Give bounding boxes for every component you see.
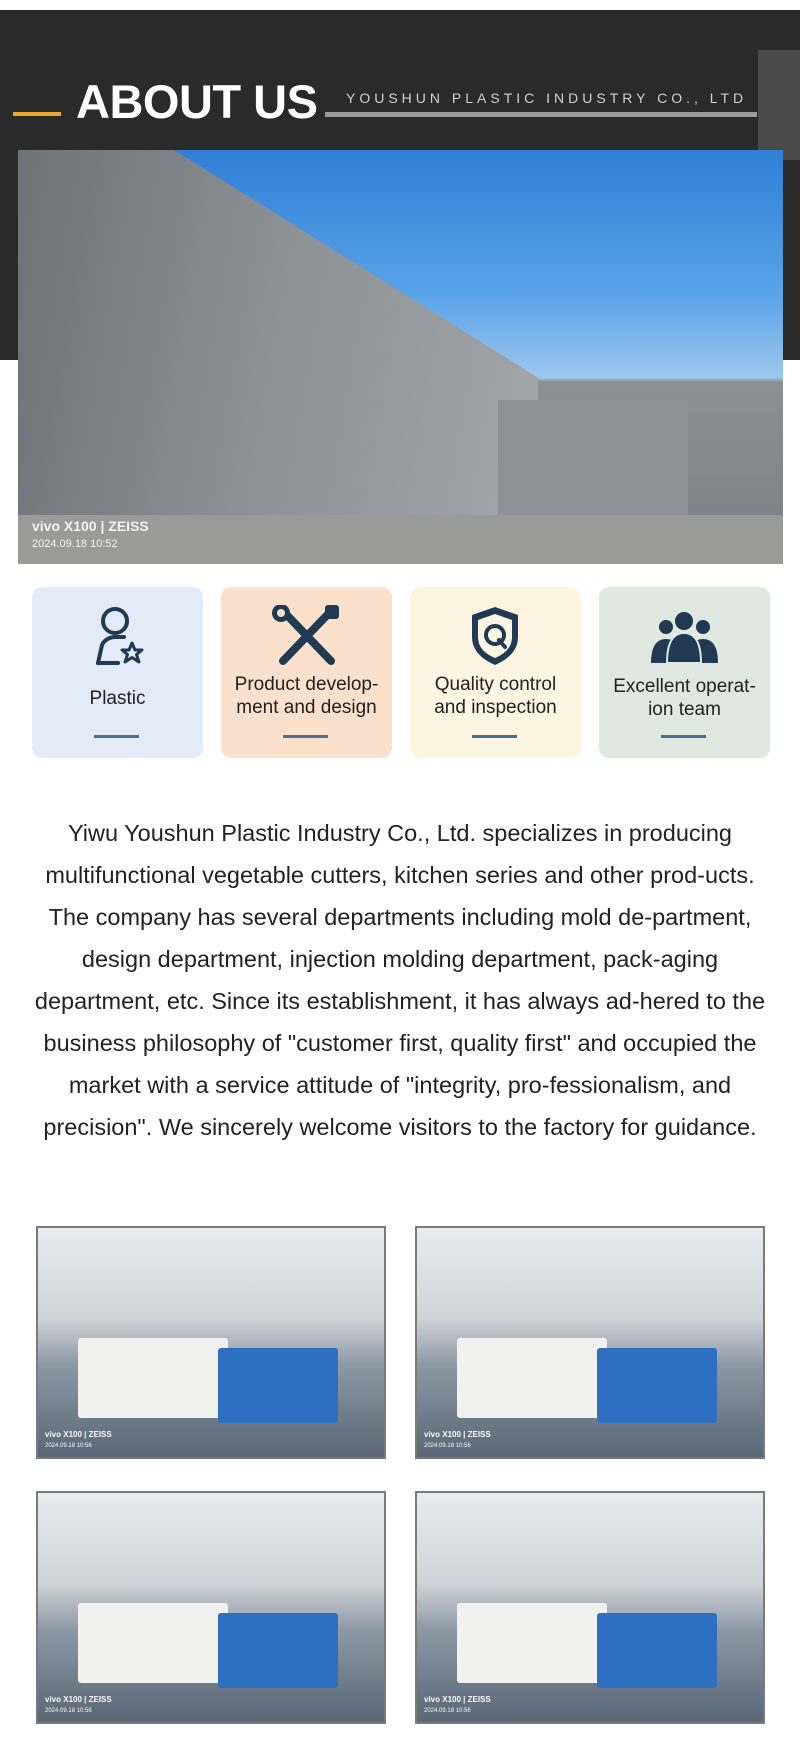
feature-card-quality-control [410,587,581,758]
building-shape [18,150,538,564]
feature-label-operation-team: Excellent operat- ion team [613,676,756,720]
photo-timestamp: 2024.09.18 10:56 [424,1708,471,1714]
machine-shape [457,1603,607,1683]
factory-photo-2 [415,1226,765,1459]
feature-card-operation-team [599,587,770,758]
factory-photo-4 [415,1491,765,1724]
card-underline [94,735,139,738]
page-title: ABOUT US [76,75,318,128]
factory-photo-1 [36,1226,386,1459]
machine-shape [597,1613,717,1688]
feature-label-quality-control: Quality control and inspection [434,674,557,718]
building-shape-2 [498,400,688,520]
card-underline [661,735,706,738]
title-divider [325,112,757,117]
feature-card-plastic [32,587,203,758]
user-star-icon [32,605,203,667]
factory-building-photo [18,150,783,564]
photo-timestamp: 2024.09.18 10:52 [32,538,118,550]
team-icon [599,605,770,667]
company-name: YOUSHUN PLASTIC INDUSTRY CO., LTD [346,90,748,106]
machine-shape [78,1338,228,1418]
feature-label-product-development: Product develop- ment and design [234,674,379,718]
card-underline [283,735,328,738]
machine-shape [78,1603,228,1683]
photo-watermark: vivo X100 | ZEISS [424,1430,491,1439]
machine-shape [218,1348,338,1423]
feature-card-product-development [221,587,392,758]
photo-timestamp: 2024.09.18 10:56 [424,1443,471,1449]
title-accent-line [13,112,61,116]
factory-photo-3 [36,1491,386,1724]
shield-q-icon [410,605,581,667]
feature-label-plastic: Plastic [89,688,146,709]
tools-icon [221,605,392,667]
photo-watermark: vivo X100 | ZEISS [32,518,149,534]
machine-shape [218,1613,338,1688]
photo-timestamp: 2024.09.18 10:56 [45,1708,92,1714]
machine-shape [597,1348,717,1423]
photo-watermark: vivo X100 | ZEISS [45,1695,112,1704]
card-underline [472,735,517,738]
side-tab [758,50,800,160]
photo-timestamp: 2024.09.18 10:56 [45,1443,92,1449]
photo-watermark: vivo X100 | ZEISS [45,1430,112,1439]
machine-shape [457,1338,607,1418]
company-description: Yiwu Youshun Plastic Industry Co., Ltd. specializes in producing multifunctional vegetable cutters, kitchen series and other prod-ucts. The company has several departments including mold de-partment, design department, injection molding department, pack-aging department, etc. Since its establishment, it has always ad-hered to the business philosophy of "customer first, quality first" and occupied the market with a service attitude of "integrity, pro-fessionalism, and precision". We sincerely welcome visitors to the factory for guidance. [34,820,766,1140]
photo-watermark: vivo X100 | ZEISS [424,1695,491,1704]
